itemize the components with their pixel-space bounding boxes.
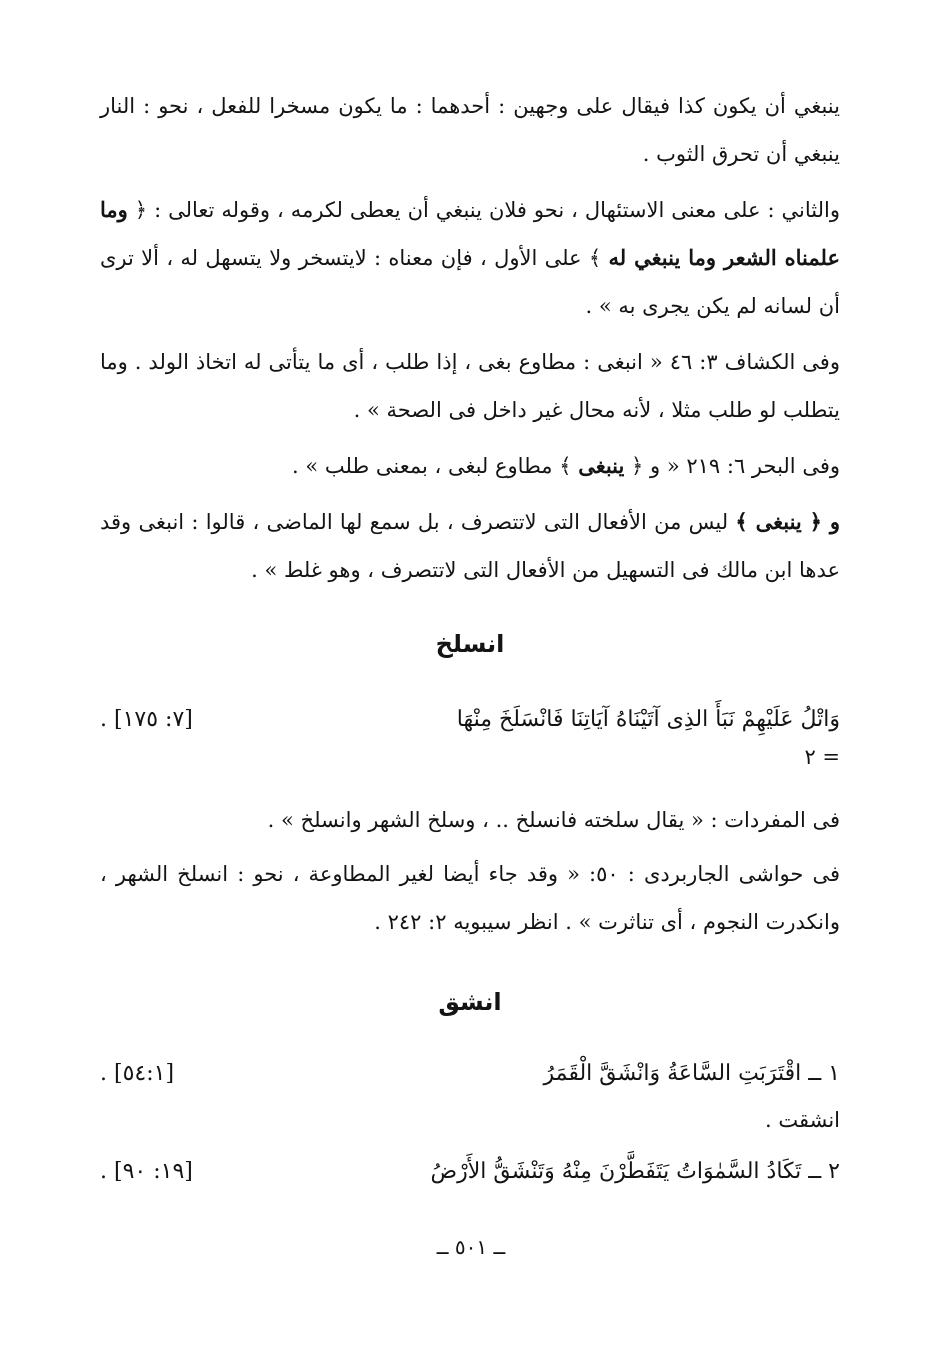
note-mufradat: فى المفردات : « يقال سلخته فانسلخ .. ، وسلخ الشهر وانسلخ » . (267, 808, 840, 832)
paragraph-tasarruf (100, 498, 840, 594)
verse-text: ١ ــ اقْتَرَبَتِ السَّاعَةُ وَانْشَقَّ الْقَمَرُ (543, 1061, 840, 1086)
page-number: ــ ٥٠١ ــ (436, 1235, 506, 1259)
note-jarabardi: فى حواشى الجاربردى : ٥٠: « وقد جاء أيضا لغير المطاوعة ، نحو : انسلخ الشهر ، وانكدرت النجوم ، أى تناثرت » . انظر سيبويه ٢: ٢٤٢ . (100, 862, 840, 934)
verse-reference: [٧: ١٧٥] . (100, 707, 193, 732)
paragraph-bahr (100, 442, 840, 490)
quran-word: ينبغى (578, 453, 625, 478)
verse-reference: [٥٤:١] . (100, 1061, 175, 1086)
text-run: ﴾ مطاوع لبغى ، بمعنى طلب » . (292, 454, 579, 478)
paragraph-istihal (100, 186, 840, 330)
paragraph-kashshaf: وفى الكشاف ٣: ٤٦ « انبغى : مطاوع بغى ، إذا طلب ، أى ما يتأتى له اتخاذ الولد . وما يتطلب لو طلب مثلا ، لأنه محال غير داخل فى الصحة » . (100, 350, 840, 422)
verse-text: ٢ ــ تَكَادُ السَّمٰوَاتُ يَتَفَطَّرْنَ مِنْهُ وَتَنْشَقُّ الأَرْضُ (430, 1159, 840, 1184)
text-run: وفى البحر ٦: ٢١٩ « و ﴿ (624, 454, 840, 478)
quran-word: و ﴿ ينبغى ﴾ (735, 509, 840, 534)
text-run: ﴾ على الأول ، فإن معناه : لايتسخر ولا يتسهل له ، ألا ترى أن لسانه لم يكن يجرى به » . (100, 246, 840, 318)
quran-quote: وما علمناه الشعر وما ينبغي له (100, 197, 840, 270)
page-body (100, 82, 840, 1194)
verse-row (100, 698, 840, 742)
section-heading-insalakha: انسلخ (435, 630, 505, 658)
verse-reference: [١٩: ٩٠] . (100, 1159, 193, 1184)
paragraph-yanbaghi-meanings: ينبغي أن يكون كذا فيقال على وجهين : أحدهما : ما يكون مسخرا للفعل ، نحو : النار ينبغي أن تحرق الثوب . (100, 94, 840, 166)
verse-note: انشقت . (764, 1108, 840, 1132)
text-run: ليس من الأفعال التى لاتتصرف ، بل سمع لها الماضى ، قالوا : انبغى وقد عدها ابن مالك فى التسهيل من الأفعال التى لاتتصرف ، وهو غلط » . (100, 510, 840, 582)
verse-row (100, 1150, 840, 1194)
text-run: والثاني : على معنى الاستئهال ، نحو فلان ينبغي أن يعطى لكرمه ، وقوله تعالى : ﴿ (127, 198, 840, 222)
verse-text: وَاتْلُ عَلَيْهِمْ نَبَأَ الذِى آتَيْنَاهُ آيَاتِنَا فَانْسَلَخَ مِنْهَا (456, 707, 840, 732)
verse-row (100, 1052, 840, 1096)
section-heading-inshaqqa: انشق (438, 988, 502, 1016)
occurrence-count: = ٢ (804, 745, 840, 769)
